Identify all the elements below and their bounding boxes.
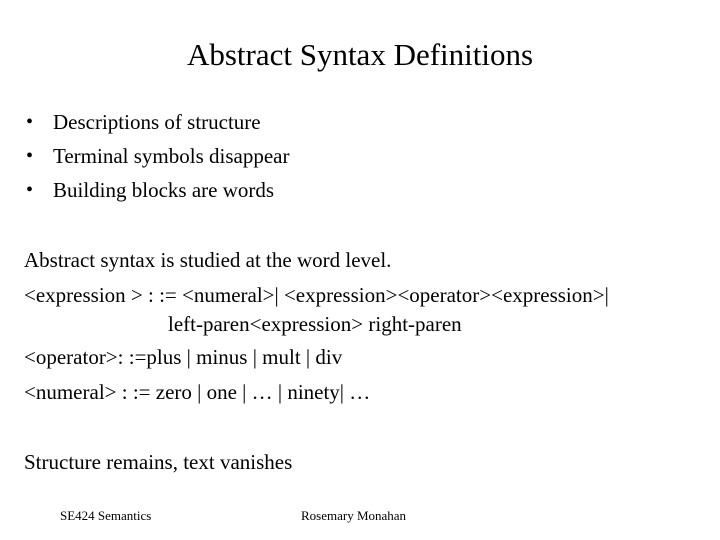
bullet-marker: • [26,145,34,167]
bullet-text: Building blocks are words [53,178,275,202]
bullet-marker: • [26,179,34,201]
footer-course: SE424 Semantics [60,508,152,523]
intro-text: Abstract syntax is studied at the word level. [24,248,392,272]
slide-title: Abstract Syntax Definitions [186,37,534,72]
conclusion-text: Structure remains, text vanishes [24,450,293,474]
grammar-expression-rule: <expression > : := <numeral>| <expression><operator><expression>| [24,283,609,307]
bullet-text: Descriptions of structure [53,110,261,134]
grammar-numeral-rule: <numeral> : := zero | one | … | ninety| … [24,380,371,404]
grammar-expression-continuation: left-paren<expression> right-paren [168,312,462,336]
footer-author: Rosemary Monahan [301,508,407,523]
grammar-operator-rule: <operator>: :=plus | minus | mult | div [24,345,343,369]
bullet-text: Terminal symbols disappear [53,144,290,168]
bullet-marker: • [26,111,34,133]
